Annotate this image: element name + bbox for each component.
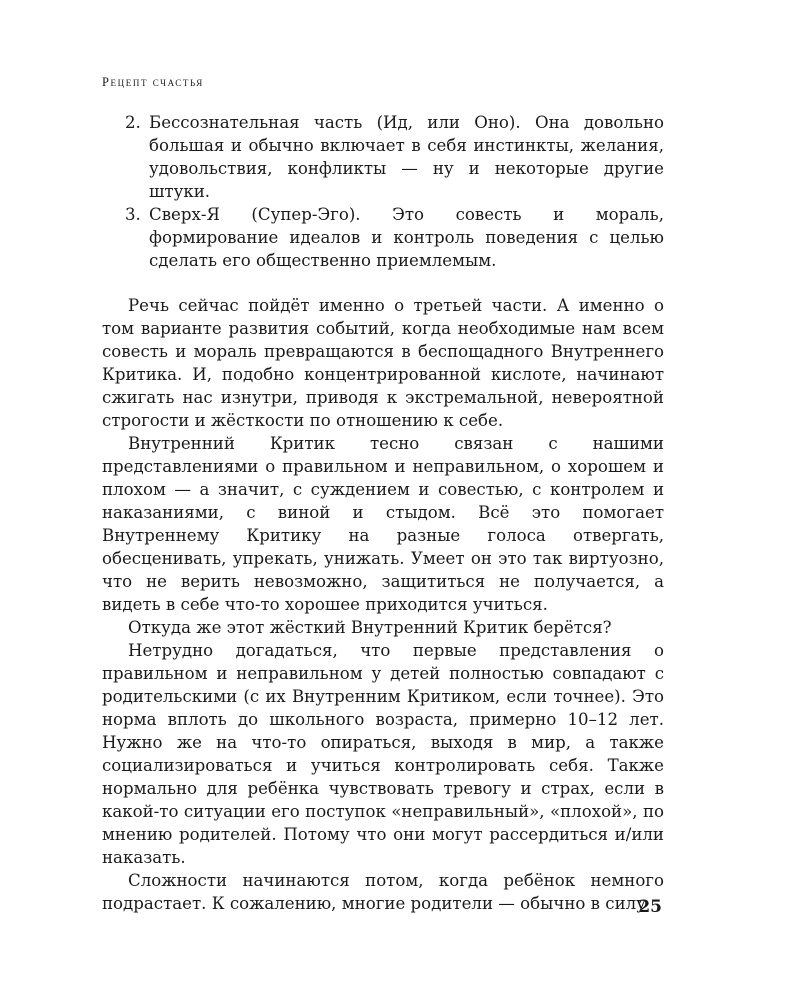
list-item	[102, 111, 664, 203]
paragraph: Откуда же этот жёсткий Внутренний Критик берётся?	[128, 618, 612, 637]
list-item-number: 2.	[125, 113, 141, 132]
paragraph: Внутренний Критик тесно связан с нашими представлениями о правильном и неправильном, о хорошем и плохом — а значит, с суждением и совестью, с контролем и наказаниями, с виной и стыдом. Всё это помогает Внутреннему Критику на разные голоса отвергать, обесценивать, упрекать, унижать. Умеет он это так виртуозно, что не верить невозможно, защититься не получается, а видеть в себе что-то хорошее приходится учиться.	[102, 434, 664, 614]
page-body	[102, 111, 664, 915]
list-item-text: Сверх-Я (Супер-Эго). Это совесть и мораль, формирование идеалов и контроль поведения с целью сделать его общественно приемлемым.	[149, 205, 664, 270]
running-head: Рецепт счастья	[102, 75, 204, 89]
page-number: 25	[638, 897, 662, 917]
paragraph: Нетрудно догадаться, что первые представления о правильном и неправильном у детей полностью совпадают с родительскими (с их Внутренним Критиком, если точнее). Это норма вплоть до школьного возраста, примерно 10–12 лет. Нужно же на что-то опираться, выходя в мир, а также социализироваться и учиться контролировать себя. Также нормально для ребёнка чувствовать тревогу и страх, если в какой-то ситуации его поступок «неправильный», «плохой», по мнению родителей. Потому что они могут рассердиться и/или наказать.	[102, 641, 664, 867]
list-item-number: 3.	[125, 205, 141, 224]
paragraph: Речь сейчас пойдёт именно о третьей части. А именно о том варианте развития событий, когда необходимые нам всем совесть и мораль превращаются в беспощадного Внутреннего Критика. И, подобно концентрированной кислоте, начинают сжигать нас изнутри, приводя к экстремальной, невероятной строгости и жёсткости по отношению к себе.	[102, 296, 664, 430]
list-item-text: Бессознательная часть (Ид, или Оно). Она довольно большая и обычно включает в себя инстинкты, желания, удовольствия, конфликты — ну и некоторые другие штуки.	[149, 113, 664, 201]
paragraph: Сложности начинаются потом, когда ребёнок немного подрастает. К сожалению, многие родители — обычно в силу	[102, 871, 664, 913]
numbered-list	[102, 111, 664, 272]
list-item	[102, 203, 664, 272]
